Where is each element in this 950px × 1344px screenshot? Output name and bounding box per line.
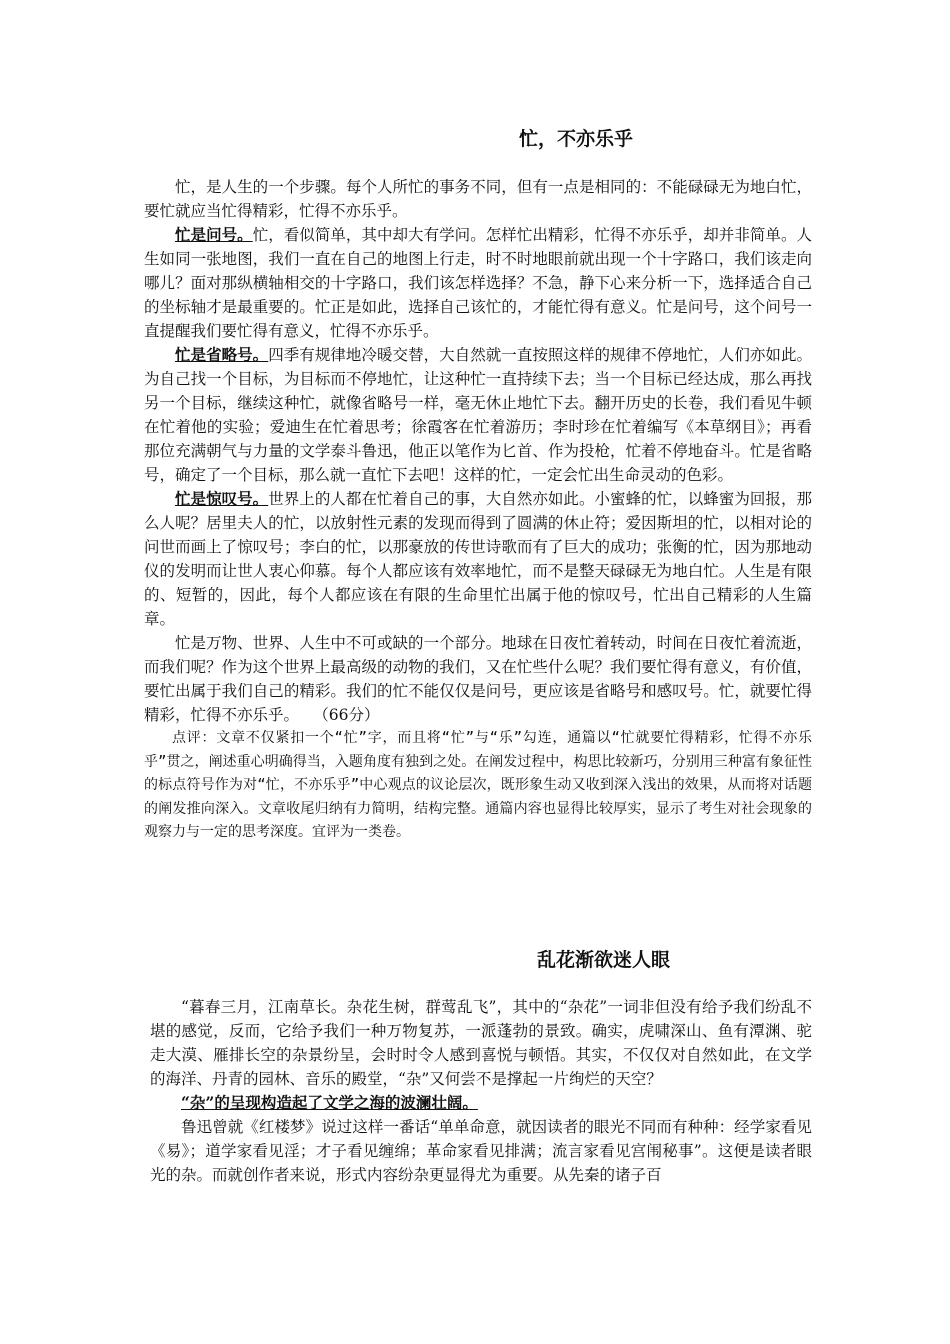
essay2-title: 乱花渐欲迷人眼 (537, 949, 671, 971)
essay1-paragraph (144, 223, 812, 343)
essay1-body (144, 175, 812, 845)
essay1-paragraph (144, 343, 812, 487)
comment-text: 点评：文章不仅紧扣一个“忙”字，而且将“忙”与“乐”勾连，通篇以“忙就要忙得精彩，忙得不亦乐乎”贯之，阐述重心明确得当，入题角度有独到之处。在阐发过程中，构思比较新巧，分别用三种富有象征性的标点符号作为对“忙，不亦乐乎”中心观点的议论层次，既形象生动又收到深入浅出的效果，从而将对话题的阐发推向深入。文章收尾归纳有力简明，结构完整。通篇内容也显得比较厚实，显示了考生对社会现象的观察力与一定的思考深度。宜评为一类卷。 (144, 730, 812, 840)
paragraph-text: 忙是万物、世界、人生中不可或缺的一个部分。地球在日夜忙着转动，时间在日夜忙着流逝，而我们呢？作为这个世界上最高级的动物的我们，又在忙些什么呢？我们要忙得有意义，有价值，要忙出属于我们自己的精彩。我们的忙不能仅仅是问号，更应该是省略号和感叹号。忙，就要忙得精彩，忙得不亦乐乎。 (144, 634, 812, 724)
paragraph-text: 世界上的人都在忙着自己的事，大自然亦如此。小蜜蜂的忙，以蜂蜜为回报，那么人呢？居里夫人的忙，以放射性元素的发现而得到了圆满的休止符；爱因斯坦的忙，以相对论的问世而画上了惊叹号；李白的忙，以那豪放的传世诗歌而有了巨大的成功；张衡的忙，因为那地动仪的发明而让世人衷心仰慕。每个人都应该有效率地忙，而不是整天碌碌无为地白忙。人生是有限的、短暂的，因此，每个人都应该在有限的生命里忙出属于他的惊叹号，忙出自己精彩的人生篇章。 (144, 490, 812, 628)
paragraph-text: 忙，看似简单，其中却大有学问。怎样忙出精彩，忙得不亦乐乎，却并非简单。人生如同一张地图，我们一直在自己的地图上行走，时不时地眼前就出现一个十字路口，我们该走向哪儿？面对那纵横轴相交的十字路口，我们该怎样选择？不急，静下心来分析一下，选择适合自己的坐标轴才是最重要的。忙正是如此，选择自己该忙的，才能忙得有意义。忙是问号，这个问号一直提醒我们要忙得有意义，忙得不亦乐乎。 (144, 226, 812, 340)
essay2-body (150, 995, 812, 1187)
essay2-paragraph: “暮春三月，江南草长。杂花生树，群莺乱飞”，其中的“杂花”一词非但没有给予我们纷乱不堪的感觉，反而，它给予我们一种万物复苏，一派蓬勃的景致。确实，虎啸深山、鱼有潭渊、驼走大漠、雁排长空的杂景纷呈，会时时令人感到喜悦与顿悟。其实，不仅仅对自然如此，在文学的海洋、丹青的园林、音乐的殿堂，“杂”又何尝不是撑起一片绚烂的天空？ (150, 998, 812, 1088)
section-heading: “杂”的呈现构造起了文学之海的波澜壮阔。 (181, 1093, 478, 1112)
score-label: （66分） (321, 706, 380, 724)
essay1-title: 忙，不亦乐乎 (519, 128, 634, 150)
section-heading: 忙是惊叹号。 (175, 489, 269, 508)
comment-block (144, 727, 812, 845)
essay2-subheading-line (150, 1091, 812, 1115)
essay1-paragraph (144, 487, 812, 631)
essay1-paragraph: 忙，是人生的一个步骤。每个人所忙的事务不同，但有一点是相同的：不能碌碌无为地白忙，要忙就应当忙得精彩，忙得不亦乐乎。 (144, 178, 812, 220)
paragraph-text: 四季有规律地冷暖交替，大自然就一直按照这样的规律不停地忙，人们亦如此。为自己找一个目标，为目标而不停地忙，让这种忙一直持续下去；当一个目标已经达成，那么再找另一个目标，继续这种忙，就像省略号一样，毫无休止地忙下去。翻开历史的长卷，我们看见牛顿在忙着他的实验；爱迪生在忙着思考；徐霞客在忙着游历；李时珍在忙着编写《本草纲目》；再看那位充满朝气与力量的文学泰斗鲁迅，他正以笔作为匕首、作为投枪，忙着不停地奋斗。忙是省略号，确定了一个目标，那么就一直忙下去吧！这样的忙，一定会忙出生命灵动的色彩。 (144, 346, 812, 484)
section-heading: 忙是问号。 (175, 225, 253, 244)
section-heading: 忙是省略号。 (175, 345, 269, 364)
essay2-paragraph: 鲁迅曾就《红楼梦》说过这样一番话“单单命意，就因读者的眼光不同而有种种：经学家看见《易》；道学家看见淫；才子看见缠绵；革命家看见排满；流言家看见宫闱秘事”。这便是读者眼光的杂。而就创作者来说，形式内容纷杂更显得尤为重要。从先秦的诸子百 (150, 1118, 812, 1184)
essay1-paragraph (144, 631, 812, 727)
